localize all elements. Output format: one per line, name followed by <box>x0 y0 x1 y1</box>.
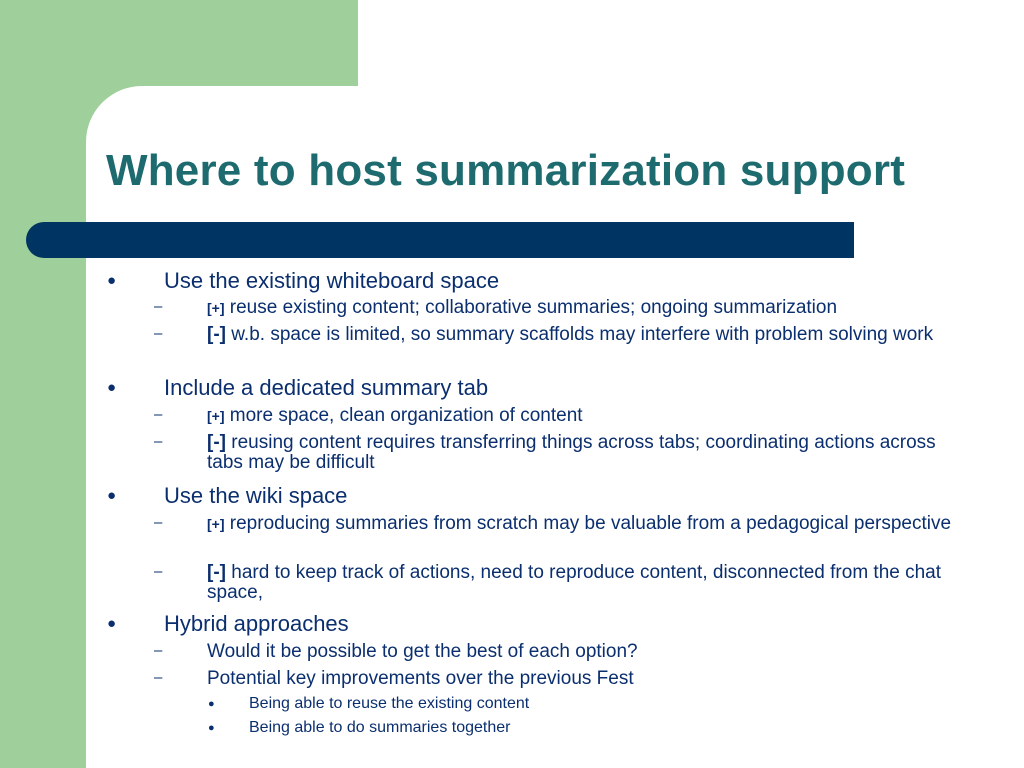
sub-item-body: reuse existing content; collaborative summaries; ongoing summarization <box>224 297 838 318</box>
sub-item-text: Would it be possible to get the best of each option? <box>207 641 638 662</box>
sub-item-body: reproducing summaries from scratch may be valuable from a pedagogical perspective <box>224 513 952 534</box>
dash-icon: – <box>154 325 163 342</box>
list-item-label: Use the wiki space <box>164 483 348 508</box>
bullet-icon: ● <box>107 487 117 504</box>
con-tag: [-] <box>207 324 226 345</box>
dash-icon: – <box>154 514 163 531</box>
bullet-icon: ● <box>107 615 117 632</box>
sub-item-text <box>207 514 997 534</box>
dash-icon: – <box>154 642 163 659</box>
sub-item-body: more space, clean organization of content <box>224 405 583 426</box>
sub-item-text <box>207 563 967 603</box>
sub-item-body: hard to keep track of actions, need to reproduce content, disconnected from the chat space, <box>207 562 942 603</box>
sub-sub-item-text: Being able to do summaries together <box>249 719 511 736</box>
list-item-label: Hybrid approaches <box>164 611 349 636</box>
pro-tag: [+] <box>207 516 225 532</box>
dash-icon: – <box>154 406 163 423</box>
list-item-label: Include a dedicated summary tab <box>164 375 489 400</box>
sub-item-body: reusing content requires transferring things across tabs; coordinating actions across tabs may be difficult <box>207 432 936 473</box>
sub-item-text <box>207 433 947 473</box>
small-bullet-icon: ● <box>208 698 215 710</box>
sub-sub-item-text: Being able to reuse the existing content <box>249 695 530 712</box>
title-underline-bar <box>26 222 854 258</box>
list-item-label: Use the existing whiteboard space <box>164 268 500 293</box>
sub-item-text <box>207 406 997 426</box>
con-tag: [-] <box>207 432 226 453</box>
sub-item-text: Potential key improvements over the previous Fest <box>207 668 634 689</box>
dash-icon: – <box>154 298 163 315</box>
small-bullet-icon: ● <box>208 722 215 734</box>
pro-tag: [+] <box>207 408 225 424</box>
slide-title: Where to host summarization support <box>106 146 906 195</box>
bullet-icon: ● <box>107 272 117 289</box>
dash-icon: – <box>154 433 163 450</box>
dash-icon: – <box>154 669 163 686</box>
dash-icon: – <box>154 563 163 580</box>
sub-item-text <box>207 325 967 345</box>
bullet-icon: ● <box>107 379 117 396</box>
pro-tag: [+] <box>207 300 225 316</box>
sub-item-body: w.b. space is limited, so summary scaffolds may interfere with problem solving work <box>225 324 934 345</box>
con-tag: [-] <box>207 562 226 583</box>
sub-item-text <box>207 298 997 318</box>
